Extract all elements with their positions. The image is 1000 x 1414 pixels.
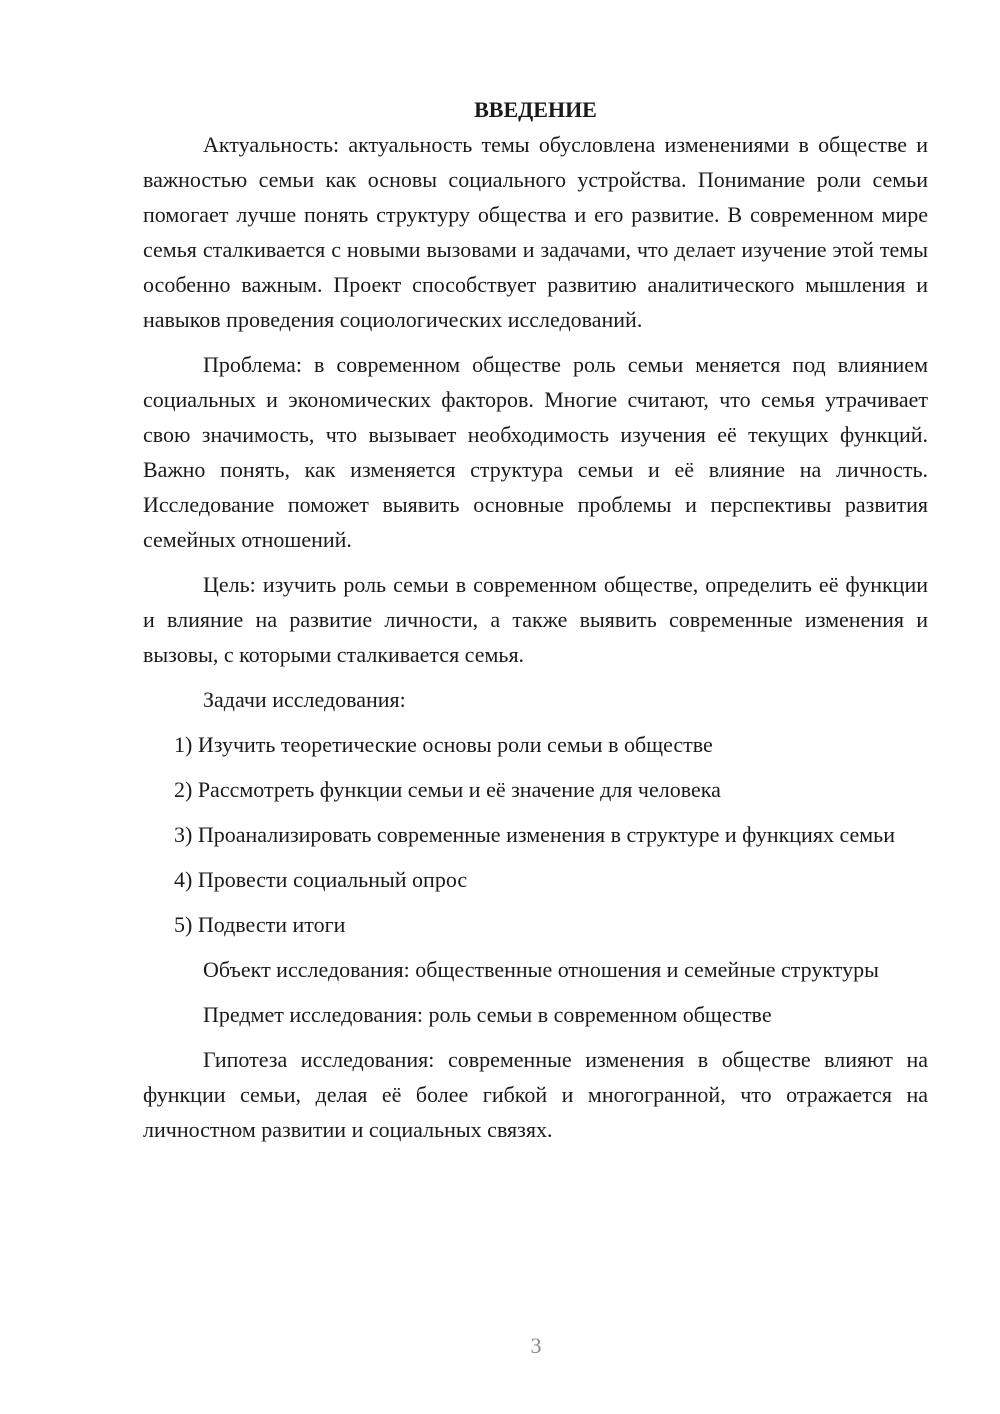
relevance-paragraph: Актуальность: актуальность темы обусловлена изменениями в обществе и важностью семьи как основы социального устройства. Понимание роли семьи помогает лучше понять структуру общества и его развитие. В современном мире семья сталкивается с новыми вызовами и задачами, что делает изучение этой темы особенно важным. Проект способствует развитию аналитического мышления и навыков проведения социологических исследований. [143, 132, 928, 332]
problem-paragraph: Проблема: в современном обществе роль семьи меняется под влиянием социальных и экономических факторов. Многие считают, что семья утрачивает свою значимость, что вызывает необходимость изучения её текущих функций. Важно понять, как изменяется структура семьи и её влияние на личность. Исследование поможет выявить основные проблемы и перспективы развития семейных отношений. [143, 352, 928, 552]
task-item: 4) Провести социальный опрос [174, 867, 468, 892]
hypothesis-paragraph: Гипотеза исследования: современные изменения в обществе влияют на функции семьи, делая её более гибкой и многогранной, что отражается на личностном развитии и социальных связях. [143, 1047, 928, 1142]
goal-paragraph: Цель: изучить роль семьи в современном обществе, определить её функции и влияние на развитие личности, а также выявить современные изменения и вызовы, с которыми сталкивается семья. [143, 572, 928, 667]
task-item: 3) Проанализировать современные изменения в структуре и функциях семьи [174, 822, 895, 847]
subject-paragraph: Предмет исследования: роль семьи в современном обществе [203, 1002, 772, 1027]
task-item: 5) Подвести итоги [174, 912, 346, 937]
page-number: 3 [530, 1333, 542, 1358]
tasks-heading: Задачи исследования: [203, 687, 406, 712]
section-title: ВВЕДЕНИЕ [474, 97, 597, 122]
task-item: 1) Изучить теоретические основы роли семьи в обществе [174, 732, 713, 757]
object-paragraph: Объект исследования: общественные отношения и семейные структуры [203, 957, 879, 982]
task-item: 2) Рассмотреть функции семьи и её значение для человека [174, 777, 721, 802]
document-body [143, 92, 928, 1147]
